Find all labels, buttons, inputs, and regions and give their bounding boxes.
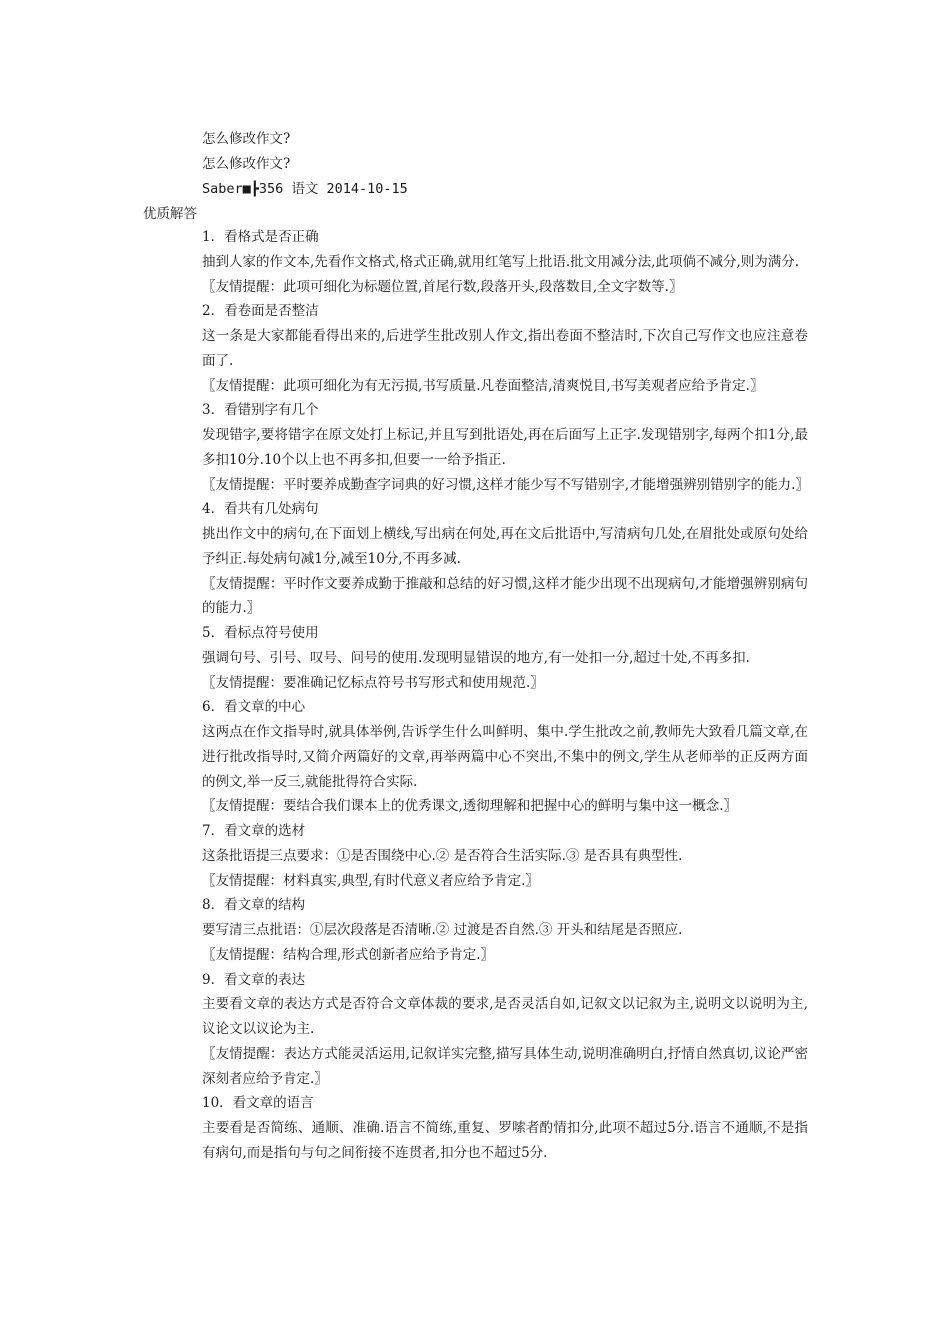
section-body: 这一条是大家都能看得出来的,后进学生批改别人作文,指出卷面不整洁时,下次自己写作文也应注意卷面了. — [202, 328, 808, 369]
section-tip: 〖友情提醒：要准确记忆标点符号书写形式和使用规范.〗 — [202, 674, 544, 691]
section-tip: 〖友情提醒：材料真实,典型,有时代意义者应给予肯定.〗 — [202, 872, 539, 889]
section-heading: 7．看文章的选材 — [202, 823, 306, 839]
section-heading: 3．看错别字有几个 — [202, 402, 319, 419]
section-body: 主要看文章的表达方式是否符合文章体裁的要求,是否灵活自如,记叙文以记叙为主,说明文以说明为主,议论文以议论为主. — [202, 996, 808, 1037]
question-header — [202, 127, 822, 202]
section-heading: 9．看文章的表达 — [202, 971, 306, 988]
section-body: 主要看是否简练、通顺、准确.语言不简练,重复、罗嗦者酌情扣分,此项不超过5分.语言不通顺,不是指有病句,而是指句与句之间衔接不连贯者,扣分也不超过5分. — [202, 1120, 808, 1161]
question-title-repeat: 怎么修改作文? — [202, 156, 291, 172]
section-tip: 〖友情提醒：平时要养成勤查字词典的好习惯,这样才能少写不写错别字,才能增强辨别错别字的能力.〗 — [202, 476, 809, 493]
answer-heading: 优质解答 — [143, 206, 197, 222]
section-tip: 〖友情提醒：此项可细化为有无污损,书写质量.凡卷面整洁,清爽悦目,书写美观者应给予肯定.〗 — [202, 377, 764, 394]
section-heading: 6．看文章的中心 — [202, 699, 306, 716]
section-tip: 〖友情提醒：表达方式能灵活运用,记叙详实完整,描写具体生动,说明准确明白,抒情自然真切,议论严密深刻者应给予肯定.〗 — [202, 1045, 808, 1087]
section-body: 这两点在作文指导时,就具体举例,告诉学生什么叫鲜明、集中.学生批改之前,教师先大致看几篇文章,在进行批改指导时,又简介两篇好的文章,再举两篇中心不突出,不集中的例文,学生从老师举的正反两方面的例文,举一反三,就能批得符合实际. — [202, 724, 808, 790]
section-tip: 〖友情提醒：此项可细化为标题位置,首尾行数,段落开头,段落数目,全文字数等.〗 — [202, 278, 683, 295]
answer-content — [202, 225, 808, 1166]
section-tip: 〖友情提醒：结构合理,形式创新者应给予肯定.〗 — [202, 946, 495, 963]
section-tip: 〖友情提醒：要结合我们课本上的优秀课文,透彻理解和把握中心的鲜明与集中这一概念.〗 — [202, 798, 738, 815]
section-body: 抽到人家的作文本,先看作文格式,格式正确,就用红笔写上批语.批文用减分法,此项倘不减分,则为满分. — [202, 253, 800, 270]
section-tip: 〖友情提醒：平时作文要养成勤于推敲和总结的好习惯,这样才能少出现不出现病句,才能增强辨别病句的能力.〗 — [202, 575, 808, 617]
section-body: 发现错字,要将错字在原文处打上标记,并且写到批语处,再在后面写上正字.发现错别字,每两个扣1分,最多扣10分.10个以上也不再多扣,但要一一给予指正. — [202, 427, 808, 468]
section-heading: 10．看文章的语言 — [202, 1095, 314, 1112]
section-body: 强调句号、引号、叹号、问号的使用.发现明显错误的地方,有一处扣一分,超过十处,不再多扣. — [202, 649, 750, 666]
section-heading: 8．看文章的结构 — [202, 897, 306, 914]
section-body: 挑出作文中的病句,在下面划上横线,写出病在何处,再在文后批语中,写清病句几处,在眉批处或原句处给予纠正.每处病句减1分,减至10分,不再多减. — [202, 526, 808, 567]
question-title: 怎么修改作文? — [202, 131, 291, 147]
section-heading: 2．看卷面是否整洁 — [202, 303, 319, 320]
section-body: 要写清三点批语：①层次段落是否清晰.② 过渡是否自然.③ 开头和结尾是否照应. — [202, 922, 683, 938]
question-meta: Saber■┣356 语文 2014-10-15 — [202, 181, 408, 197]
section-heading: 1．看格式是否正确 — [202, 229, 319, 245]
section-body: 这条批语提三点要求：①是否围绕中心.② 是否符合生活实际.③ 是否具有典型性. — [202, 847, 683, 864]
section-heading: 4．看共有几处病句 — [202, 501, 319, 518]
section-heading: 5．看标点符号使用 — [202, 625, 319, 641]
